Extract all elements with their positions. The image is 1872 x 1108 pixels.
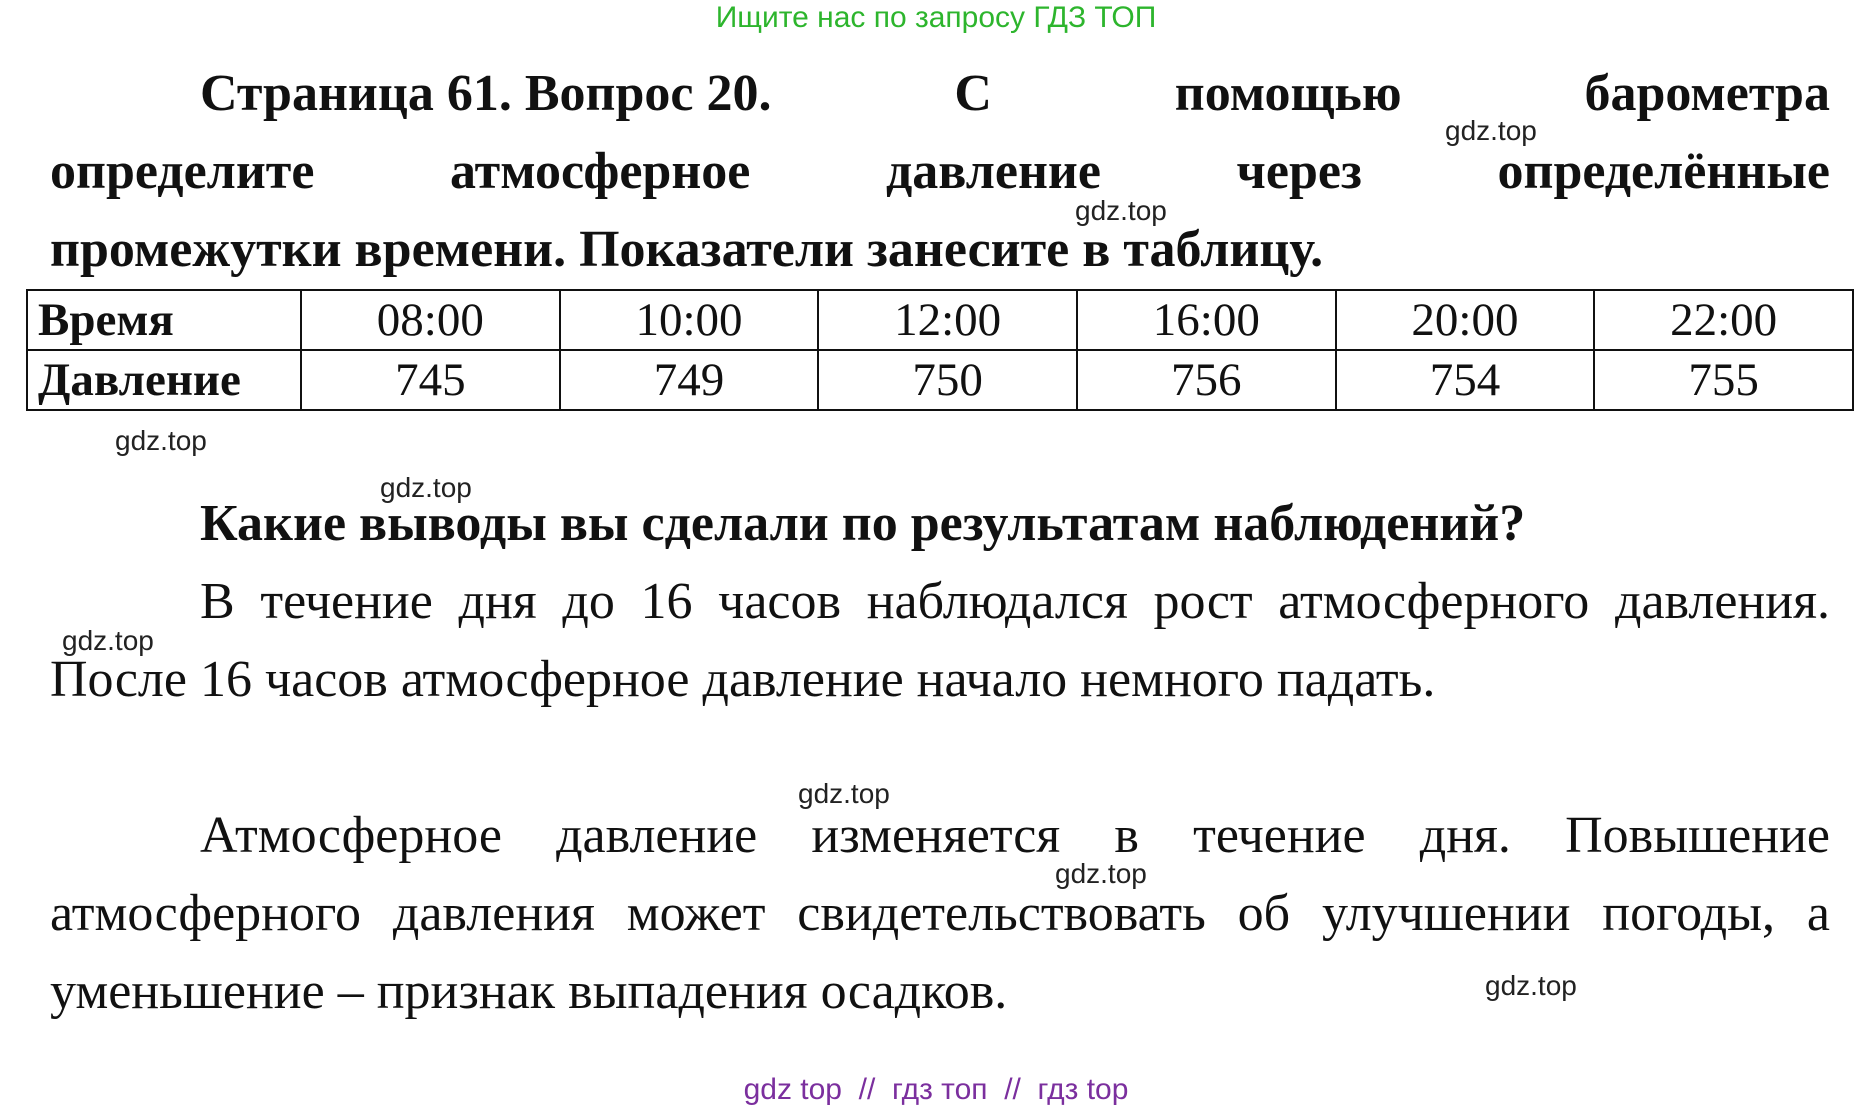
- answer-paragraph-1: [50, 563, 1830, 719]
- table-cell-pressure: 750: [818, 350, 1077, 410]
- top-banner: Ищите нас по запросу ГДЗ ТОП: [715, 1, 1157, 34]
- conclusion-title: Какие выводы вы сделали по результатам наблюдений?: [200, 495, 1526, 552]
- table-cell-time: 20:00: [1336, 290, 1595, 350]
- watermark: gdz.top: [115, 425, 207, 456]
- watermark: gdz.top: [62, 625, 154, 656]
- question-line-2: определите атмосферное давление через определённые: [50, 143, 1830, 200]
- table-label-pressure: Давление: [27, 350, 301, 410]
- table-row-time: [27, 290, 1853, 350]
- answer-paragraph-2-text: Атмосферное давление изменяется в течение дня. Повышение атмосферного давления может свидетельствовать об улучшении погоды, а уменьшение – признак выпадения осадков.: [50, 807, 1830, 1020]
- table-label-time: Время: [27, 290, 301, 350]
- watermark: gdz.top: [1055, 858, 1147, 889]
- watermark: gdz.top: [1445, 115, 1537, 146]
- watermark: gdz.top: [1485, 970, 1577, 1001]
- watermark: gdz.top: [1075, 195, 1167, 226]
- table-cell-time: 10:00: [560, 290, 819, 350]
- table-cell-pressure: 745: [301, 350, 560, 410]
- bottom-banner: gdz top // гдз топ // гдз top: [743, 1073, 1129, 1106]
- table-cell-time: 12:00: [818, 290, 1077, 350]
- question-word-s: С: [954, 65, 992, 122]
- question-word-pomoshchyu: помощью: [1174, 65, 1402, 122]
- table-cell-pressure: 756: [1077, 350, 1336, 410]
- table-cell-pressure: 754: [1336, 350, 1595, 410]
- question-line-1: [50, 55, 1830, 133]
- watermark: gdz.top: [380, 472, 472, 503]
- table-cell-time: 08:00: [301, 290, 560, 350]
- pressure-table: [26, 289, 1854, 411]
- table-row-pressure: [27, 350, 1853, 410]
- question-word-barometra: барометра: [1584, 65, 1830, 122]
- table-cell-time: 16:00: [1077, 290, 1336, 350]
- question-line-3: промежутки времени. Показатели занесите в таблицу.: [50, 221, 1324, 278]
- question-title: Страница 61. Вопрос 20.: [200, 65, 772, 122]
- table-cell-pressure: 755: [1594, 350, 1853, 410]
- answer-paragraph-1-text: В течение дня до 16 часов наблюдался рост атмосферного давления. После 16 часов атмосферное давление начало немного падать.: [50, 573, 1830, 708]
- table-cell-time: 22:00: [1594, 290, 1853, 350]
- table-cell-pressure: 749: [560, 350, 819, 410]
- watermark: gdz.top: [798, 778, 890, 809]
